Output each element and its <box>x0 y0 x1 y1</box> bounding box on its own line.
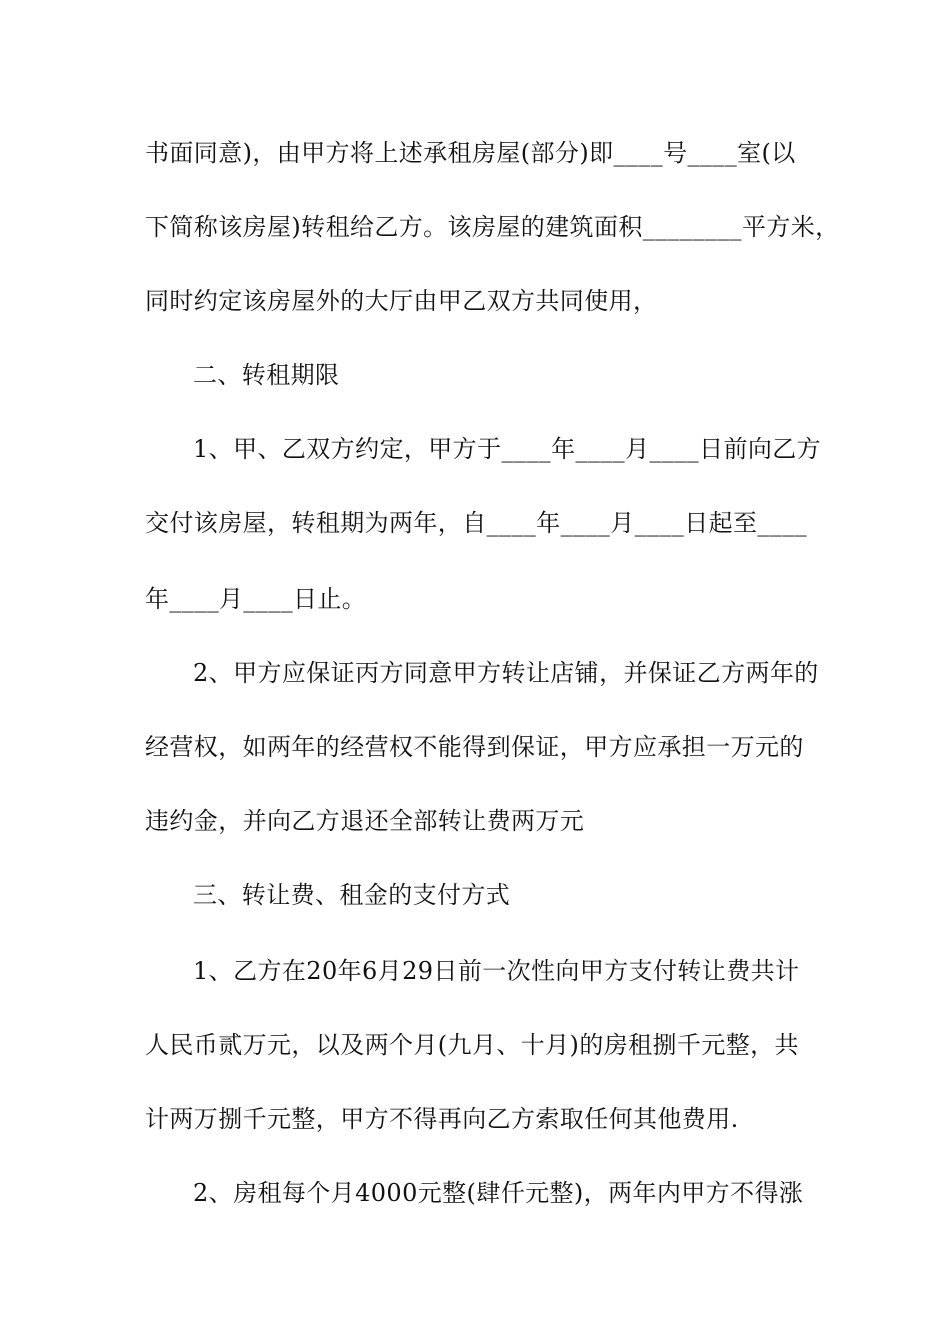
paragraph-line: 2、房租每个月4000元整(肆仟元整)，两年内甲方不得涨 <box>193 1179 804 1207</box>
paragraph-line: 1、甲、乙双方约定，甲方于____年____月____日前向乙方 <box>193 435 822 463</box>
section-heading: 二、转租期限 <box>193 361 340 389</box>
paragraph-line: 下简称该房屋)转租给乙方。该房屋的建筑面积________平方米， <box>145 213 840 241</box>
paragraph-line: 人民币贰万元，以及两个月(九月、十月)的房租捌千元整，共 <box>145 1031 799 1059</box>
paragraph-line: 交付该房屋，转租期为两年，自____年____月____日起至____ <box>145 509 807 537</box>
paragraph-line: 1、乙方在20年6月29日前一次性向甲方支付转让费共计 <box>193 957 800 985</box>
paragraph-line: 经营权，如两年的经营权不能得到保证，甲方应承担一万元的 <box>145 733 804 761</box>
section-heading: 三、转让费、租金的支付方式 <box>193 881 511 909</box>
paragraph-line: 年____月____日止。 <box>145 585 367 613</box>
paragraph-line: 书面同意)，由甲方将上述承租房屋(部分)即____号____室(以 <box>145 139 796 167</box>
paragraph-line: 计两万捌千元整，甲方不得再向乙方索取任何其他费用. <box>145 1105 739 1133</box>
paragraph-line: 2、甲方应保证丙方同意甲方转让店铺，并保证乙方两年的 <box>193 659 819 687</box>
paragraph-line: 同时约定该房屋外的大厅由甲乙双方共同使用， <box>145 287 658 315</box>
paragraph-line: 违约金，并向乙方退还全部转让费两万元 <box>145 807 585 835</box>
